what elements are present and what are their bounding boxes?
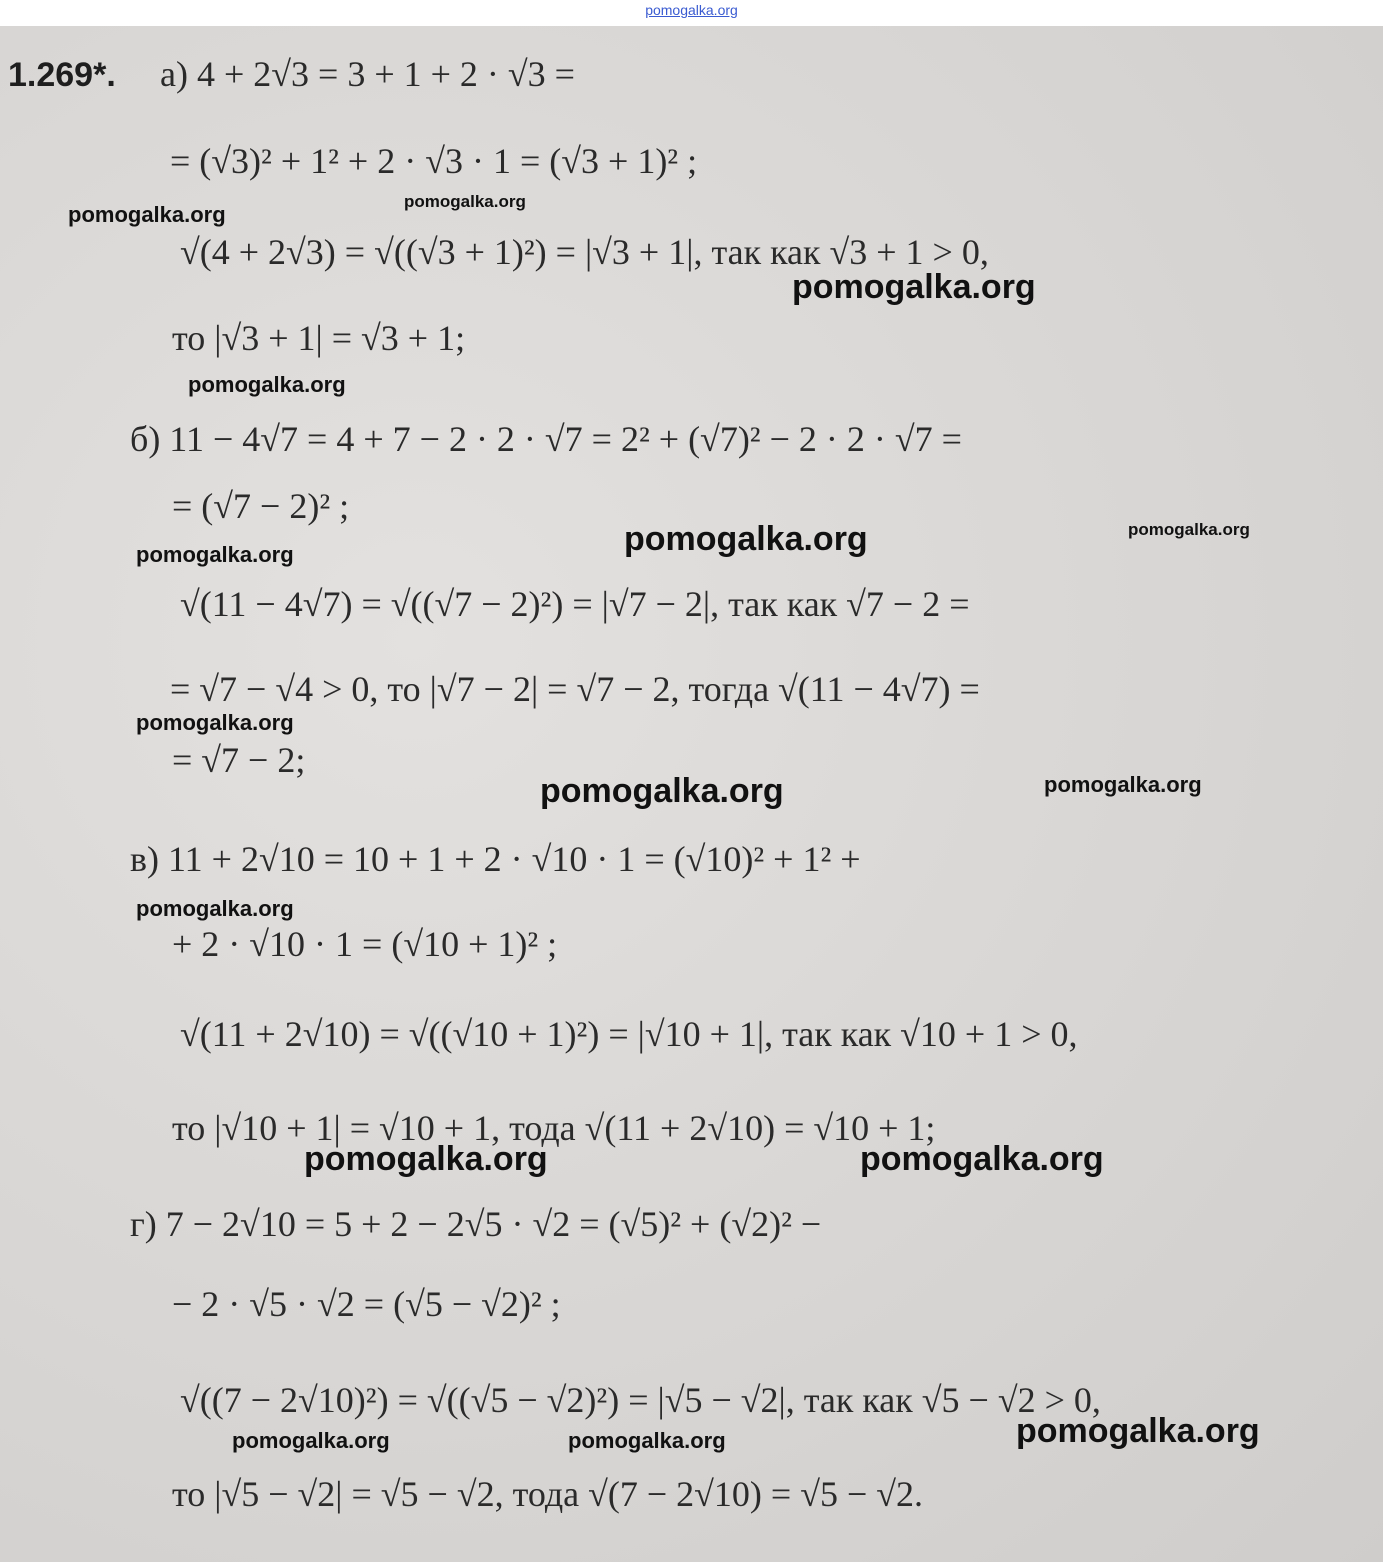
problem-number: 1.269*.: [8, 56, 116, 94]
watermark: pomogalka.org: [68, 202, 226, 227]
watermark: pomogalka.org: [1016, 1412, 1260, 1450]
solution-line-c4: то |√10 + 1| = √10 + 1, тода √(11 + 2√10) = √10 + 1;: [172, 1108, 936, 1148]
solution-line-c3: √(11 + 2√10) = √((√10 + 1)²) = |√10 + 1|, так как √10 + 1 > 0,: [180, 1014, 1078, 1054]
solution-line-a4: то |√3 + 1| = √3 + 1;: [172, 318, 466, 358]
site-link-top[interactable]: pomogalka.org: [645, 2, 738, 18]
solution-line-d2: − 2 · √5 · √2 = (√5 − √2)² ;: [172, 1284, 561, 1324]
solution-line-a1: а) 4 + 2√3 = 3 + 1 + 2 · √3 =: [160, 54, 575, 94]
textbook-page: [0, 26, 1383, 1562]
solution-line-b5: = √7 − 2;: [172, 740, 306, 780]
watermark: pomogalka.org: [1044, 772, 1202, 797]
solution-line-d3: √((7 − 2√10)²) = √((√5 − √2)²) = |√5 − √2|, так как √5 − √2 > 0,: [180, 1380, 1101, 1420]
solution-line-b3: √(11 − 4√7) = √((√7 − 2)²) = |√7 − 2|, так как √7 − 2 =: [180, 584, 970, 624]
watermark: pomogalka.org: [568, 1428, 726, 1453]
watermark: pomogalka.org: [860, 1140, 1104, 1178]
watermark: pomogalka.org: [304, 1140, 548, 1178]
solution-line-b1: б) 11 − 4√7 = 4 + 7 − 2 · 2 · √7 = 2² + (√7)² − 2 · 2 · √7 =: [130, 419, 962, 459]
solution-line-b2: = (√7 − 2)² ;: [172, 486, 350, 526]
watermark: pomogalka.org: [624, 520, 868, 558]
solution-line-a2: = (√3)² + 1² + 2 · √3 · 1 = (√3 + 1)² ;: [170, 141, 698, 181]
watermark: pomogalka.org: [232, 1428, 390, 1453]
solution-line-b4: = √7 − √4 > 0, то |√7 − 2| = √7 − 2, тогда √(11 − 4√7) =: [170, 669, 980, 709]
watermark: pomogalka.org: [136, 710, 294, 735]
watermark: pomogalka.org: [1128, 520, 1250, 539]
watermark: pomogalka.org: [404, 192, 526, 211]
watermark: pomogalka.org: [136, 542, 294, 567]
watermark: pomogalka.org: [792, 268, 1036, 306]
watermark: pomogalka.org: [188, 372, 346, 397]
watermark: pomogalka.org: [540, 772, 784, 810]
solution-line-a3: √(4 + 2√3) = √((√3 + 1)²) = |√3 + 1|, так как √3 + 1 > 0,: [180, 232, 989, 272]
solution-line-c2: + 2 · √10 · 1 = (√10 + 1)² ;: [172, 924, 558, 964]
watermark: pomogalka.org: [136, 896, 294, 921]
solution-line-d4: то |√5 − √2| = √5 − √2, тода √(7 − 2√10) = √5 − √2.: [172, 1474, 924, 1514]
solution-line-d1: г) 7 − 2√10 = 5 + 2 − 2√5 · √2 = (√5)² + (√2)² −: [130, 1204, 822, 1244]
solution-line-c1: в) 11 + 2√10 = 10 + 1 + 2 · √10 · 1 = (√10)² + 1² +: [130, 839, 861, 879]
